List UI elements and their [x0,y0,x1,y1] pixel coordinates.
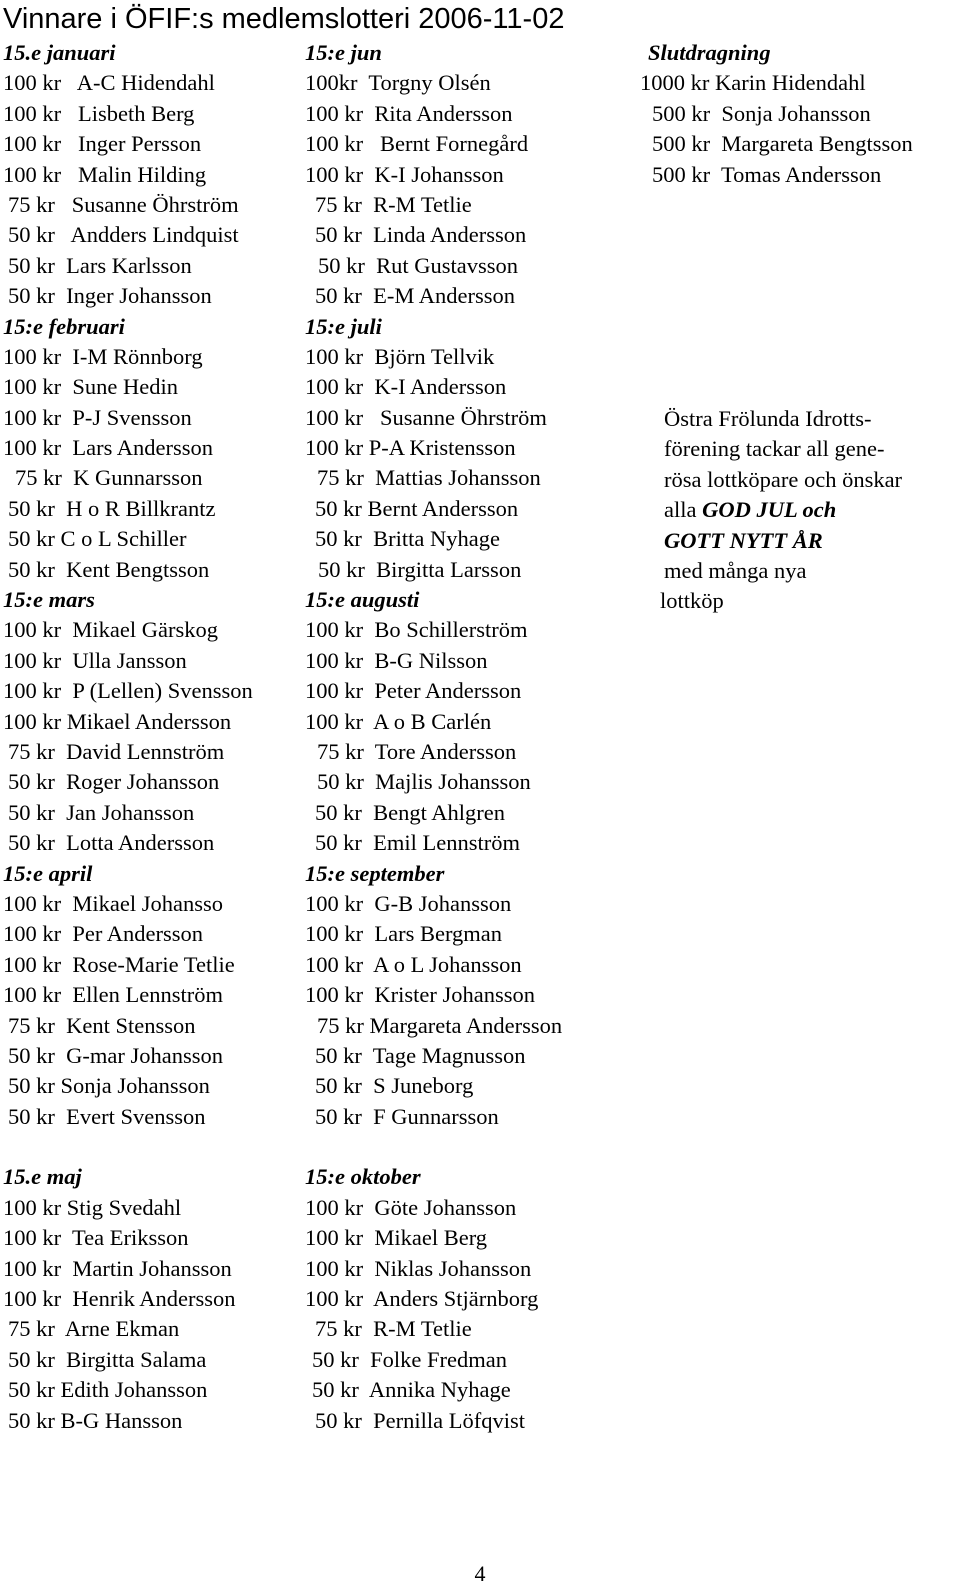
section-maj [3,1162,253,1436]
section-heading: 15:e mars [3,587,95,613]
list-item: 50 kr Bernt Andersson [315,495,519,521]
list-item: 50 kr Birgitta Salama [8,1346,207,1372]
note-greeting: GOD JUL och [702,497,837,523]
list-item: 100 kr Sune Hedin [3,374,178,400]
list-item: 100 kr Göte Johansson [305,1194,517,1220]
spacer [3,1132,253,1162]
note-line: rösa lottköpare och önskar [664,466,903,492]
list-item: 50 kr Jan Johansson [8,799,195,825]
list-item: 100 kr Bernt Fornegård [305,131,529,157]
list-item: 100 kr Henrik Andersson [3,1286,236,1312]
list-item: 50 kr Linda Andersson [315,222,527,248]
section-mars [3,585,253,859]
section-april [3,859,253,1133]
list-item: 100 kr I-M Rönnborg [3,343,203,369]
list-item: 75 kr R-M Tetlie [315,191,472,217]
list-item: 50 kr Sonja Johansson [8,1073,210,1099]
note-line: lottköp [660,588,724,614]
section-oktober [305,1162,562,1436]
list-item: 100 kr P-A Kristensson [305,435,516,461]
list-item: 100 kr Stig Svedahl [3,1194,182,1220]
section-heading: 15:e april [3,860,93,886]
list-item: 50 kr Evert Svensson [8,1103,206,1129]
list-item: 100 kr Lars Andersson [3,435,213,461]
list-item: 75 kr R-M Tetlie [315,1316,472,1342]
final-draw [640,38,913,190]
list-item: 50 kr Folke Fredman [312,1346,507,1372]
list-item: 50 kr Britta Nyhage [315,526,500,552]
list-item: 50 kr Pernilla Löfqvist [315,1407,525,1433]
list-item: 50 kr Tage Magnusson [315,1042,526,1068]
list-item: 100 kr A o L Johansson [305,951,522,977]
list-item: 50 kr B-G Hansson [8,1407,183,1433]
note-line: Östra Frölunda Idrotts- [664,406,872,431]
list-item: 75 kr Arne Ekman [8,1316,180,1342]
list-item: 500 kr Margareta Bengtsson [652,131,913,157]
note-greeting-line: GOTT NYTT ÅR [664,527,823,553]
list-item: 100 kr Susanne Öhrström [305,404,547,430]
section-heading: 15.e januari [3,40,116,65]
list-item: 50 kr C o L Schiller [8,526,187,552]
list-item: 100 kr Lisbeth Berg [3,100,195,126]
section-augusti [305,585,562,859]
list-item: 1000 kr Karin Hidendahl [640,70,866,96]
list-item: 50 kr Inger Johansson [8,283,212,309]
note-text: alla [664,497,703,523]
list-item: 100 kr Martin Johansson [3,1255,232,1281]
list-item: 100 kr Mikael Johansso [3,890,223,916]
closing-note [660,404,903,617]
note-line [664,495,902,525]
list-item: 50 kr Annika Nyhage [312,1377,511,1403]
list-item: 75 kr David Lennström [8,738,225,764]
list-item: 75 kr Susanne Öhrström [8,191,239,217]
list-item: 100 kr Bo Schillerström [305,617,528,643]
list-item: 50 kr F Gunnarsson [315,1103,499,1129]
list-item: 50 kr Emil Lennström [315,830,520,856]
section-heading: 15:e juli [305,313,382,339]
list-item: 100 kr Rita Andersson [305,100,513,126]
section-september [305,859,562,1133]
section-heading: 15:e februari [3,313,125,339]
list-item: 500 kr Tomas Andersson [652,161,882,187]
list-item: 75 kr Mattias Johansson [317,465,541,491]
list-item: 100 kr P-J Svensson [3,404,192,430]
list-item: 50 kr E-M Andersson [315,283,515,309]
list-item: 50 kr Lotta Andersson [8,830,215,856]
list-item: 50 kr Edith Johansson [8,1377,208,1403]
spacer [305,1132,562,1162]
list-item: 50 kr G-mar Johansson [8,1042,223,1068]
list-item: 100 kr Ellen Lennström [3,982,223,1008]
list-item: 100 kr A-C Hidendahl [3,70,215,96]
section-heading: 15:e september [305,860,445,886]
section-januari [3,38,253,312]
section-heading: 15:e oktober [305,1164,421,1190]
section-heading: 15.e maj [3,1164,82,1190]
list-item: 100 kr Rose-Marie Tetlie [3,951,235,977]
list-item: 100 kr P (Lellen) Svensson [3,678,253,704]
list-item: 100 kr Anders Stjärnborg [305,1286,539,1312]
list-item: 100 kr Lars Bergman [305,921,503,947]
list-item: 100 kr G-B Johansson [305,890,512,916]
list-item: 50 kr Birgitta Larsson [318,556,522,582]
section-heading: Slutdragning [648,40,771,65]
note-line: med många nya [664,557,807,583]
section-jun [305,38,562,312]
list-item: 50 kr Andders Lindquist [8,222,239,248]
list-item: 50 kr Rut Gustavsson [318,252,519,278]
section-heading: 15:e jun [305,40,382,65]
section-februari [3,312,253,586]
list-item: 75 kr Kent Stensson [8,1012,196,1038]
list-item: 50 kr Bengt Ahlgren [315,799,505,825]
list-item: 100 kr B-G Nilsson [305,647,488,673]
list-item: 100 kr Mikael Gärskog [3,617,218,643]
list-item: 100 kr Mikael Andersson [3,708,232,734]
list-item: 100 kr Ulla Jansson [3,647,187,673]
list-item: 100 kr K-I Johansson [305,161,504,187]
list-item: 100 kr Tea Eriksson [3,1225,189,1251]
list-item: 50 kr Kent Bengtsson [8,556,210,582]
list-item: 100 kr Malin Hilding [3,161,207,187]
list-item: 100 kr Niklas Johansson [305,1255,532,1281]
list-item: 100 kr Per Andersson [3,921,203,947]
page-title: Vinnare i ÖFIF:s medlemslotteri 2006-11-02 [3,3,565,35]
section-juli [305,312,562,586]
list-item: 50 kr Roger Johansson [8,769,220,795]
list-item: 100 kr Björn Tellvik [305,343,495,369]
list-item: 100 kr Peter Andersson [305,678,522,704]
column-left [3,38,253,1436]
list-item: 75 kr Margareta Andersson [317,1012,563,1038]
list-item: 50 kr S Juneborg [315,1073,474,1099]
list-item: 500 kr Sonja Johansson [652,100,871,126]
list-item: 100kr Torgny Olsén [305,70,491,96]
list-item: 75 kr Tore Andersson [317,738,517,764]
list-item: 50 kr Lars Karlsson [8,252,192,278]
list-item: 100 kr Krister Johansson [305,982,535,1008]
page-number: 4 [474,1561,486,1586]
note-line: förening tackar all gene- [664,436,885,462]
list-item: 50 kr Majlis Johansson [317,769,531,795]
list-item: 100 kr Inger Persson [3,131,202,157]
list-item: 100 kr K-I Andersson [305,374,507,400]
list-item: 75 kr K Gunnarsson [15,465,203,491]
section-heading: 15:e augusti [305,587,420,613]
list-item: 100 kr Mikael Berg [305,1225,488,1251]
column-middle [305,38,562,1436]
list-item: 50 kr H o R Billkrantz [8,495,216,521]
list-item: 100 kr A o B Carlén [305,708,492,734]
